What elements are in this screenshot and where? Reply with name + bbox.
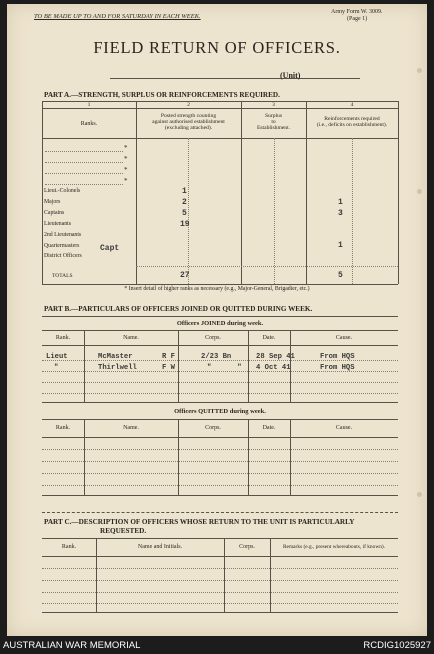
part-c-col-remarks: Remarks (e.g., present whereabouts, if known). (282, 544, 386, 550)
punch-hole (417, 68, 422, 73)
joined-row-1-date: 28 Sep 41 (256, 353, 295, 361)
col-num-3: 3 (272, 102, 275, 108)
rank-lieutenants: Lieutenants (44, 221, 72, 227)
posted-header-1: Posted strength counting (160, 113, 217, 119)
rank-2nd-lieutenants: 2nd Lieutenants (44, 232, 82, 238)
joined-col-date: Date. (262, 335, 276, 341)
quitted-col-date: Date. (262, 425, 276, 431)
rank-majors: Majors (44, 199, 61, 205)
reinf-quartermasters: 1 (338, 241, 343, 250)
instruction-text: TO BE MADE UP TO AND FOR SATURDAY IN EACH WEEK. (34, 13, 201, 20)
joined-row-1-rank: Lieut (46, 353, 68, 361)
part-c-heading-1: PART C.—DESCRIPTION OF OFFICERS WHOSE RETURN TO THE UNIT IS PARTICULARLY (44, 518, 355, 526)
ranks-header: Ranks. (80, 121, 98, 127)
reinf-captains: 3 (338, 209, 343, 218)
star-mark: * (124, 166, 128, 174)
page-number: (Page 1) (347, 16, 368, 22)
joined-row-2-cause: From HQS (320, 364, 355, 372)
star-mark: * (124, 155, 128, 163)
joined-row-2-name: Thirlwell (98, 364, 137, 372)
rank-district-officers: District Officers (44, 253, 82, 259)
punch-hole (417, 492, 422, 497)
totals-label: TOTALS (52, 273, 73, 279)
joined-col-rank: Rank. (55, 335, 71, 341)
part-c-col-rank: Rank. (61, 544, 77, 550)
reinf-header-2: (i.e., deficits on establishment). (316, 122, 388, 128)
surplus-header-1: Surplus (264, 113, 283, 119)
joined-row-2-rank: " (54, 364, 59, 372)
posted-header-2: against authorised establishment (152, 119, 225, 125)
quitted-title: Officers QUITTED during week. (174, 408, 266, 415)
posted-captains: 5 (182, 209, 187, 218)
totals-posted: 27 (180, 271, 190, 280)
posted-header-3: (excluding attached). (164, 125, 213, 131)
quitted-col-rank: Rank. (55, 425, 71, 431)
unit-line (110, 78, 360, 79)
part-c-heading-2: REQUESTED. (100, 527, 147, 535)
joined-title: Officers JOINED during week. (176, 320, 264, 327)
part-c-col-name: Name and Initials. (137, 544, 183, 550)
rank-lieut-colonels: Lieut.-Colonels (44, 188, 81, 194)
joined-col-cause: Cause. (335, 335, 353, 341)
rank-quartermasters: Quartermasters (44, 243, 80, 249)
joined-col-name: Name. (123, 335, 139, 341)
col-num-4: 4 (350, 102, 354, 108)
part-a-footnote: * Insert detail of higher ranks as necessary (e.g., Major-General, Brigadier, etc.) (124, 286, 310, 292)
form-number: Army Form W. 3009. (331, 9, 383, 15)
quitted-col-name: Name. (123, 425, 139, 431)
rank-captains: Captains (44, 210, 65, 216)
star-mark: * (124, 144, 128, 152)
joined-row-1-corps: 2/23 Bn (201, 353, 232, 361)
quitted-col-corps: Corps. (205, 425, 221, 431)
joined-row-2-corps: " " (207, 364, 242, 372)
joined-col-corps: Corps. (205, 335, 221, 341)
posted-lieutenants: 19 (180, 220, 190, 229)
part-c-col-corps: Corps. (239, 544, 255, 550)
totals-reinforcements: 5 (338, 271, 343, 280)
form-title: FIELD RETURN OF OFFICERS. (93, 38, 341, 57)
capt-note: Capt (100, 244, 120, 253)
quitted-col-cause: Cause. (335, 425, 353, 431)
posted-majors: 2 (182, 198, 187, 207)
surplus-header-3: Establishment. (256, 125, 291, 131)
reinf-majors: 1 (338, 198, 343, 207)
joined-row-2-initials: F W (162, 364, 175, 372)
joined-row-1-initials: R F (162, 353, 175, 361)
archive-footer (0, 638, 434, 654)
joined-row-1-cause: From HQS (320, 353, 355, 361)
part-b-heading: PART B.—PARTICULARS OF OFFICERS JOINED OR QUITTED DURING WEEK. (44, 305, 313, 313)
footer-record-id: RCDIG1025927 (363, 640, 431, 651)
part-a-heading: PART A.—STRENGTH, SURPLUS OR REINFORCEMENTS REQUIRED. (44, 91, 280, 99)
reinf-header-1: Reinforcements required (324, 116, 380, 122)
unit-label: (Unit) (280, 71, 301, 80)
col-num-1: 1 (87, 102, 91, 108)
punch-hole (417, 189, 422, 194)
joined-row-1-name: McMaster (98, 353, 133, 361)
joined-row-2-date: 4 Oct 41 (256, 364, 291, 372)
footer-source: AUSTRALIAN WAR MEMORIAL (3, 640, 141, 651)
col-num-2: 2 (187, 102, 190, 108)
posted-lieut-colonels: 1 (182, 187, 187, 196)
star-mark: * (124, 177, 128, 185)
surplus-header-2: to (271, 119, 276, 125)
